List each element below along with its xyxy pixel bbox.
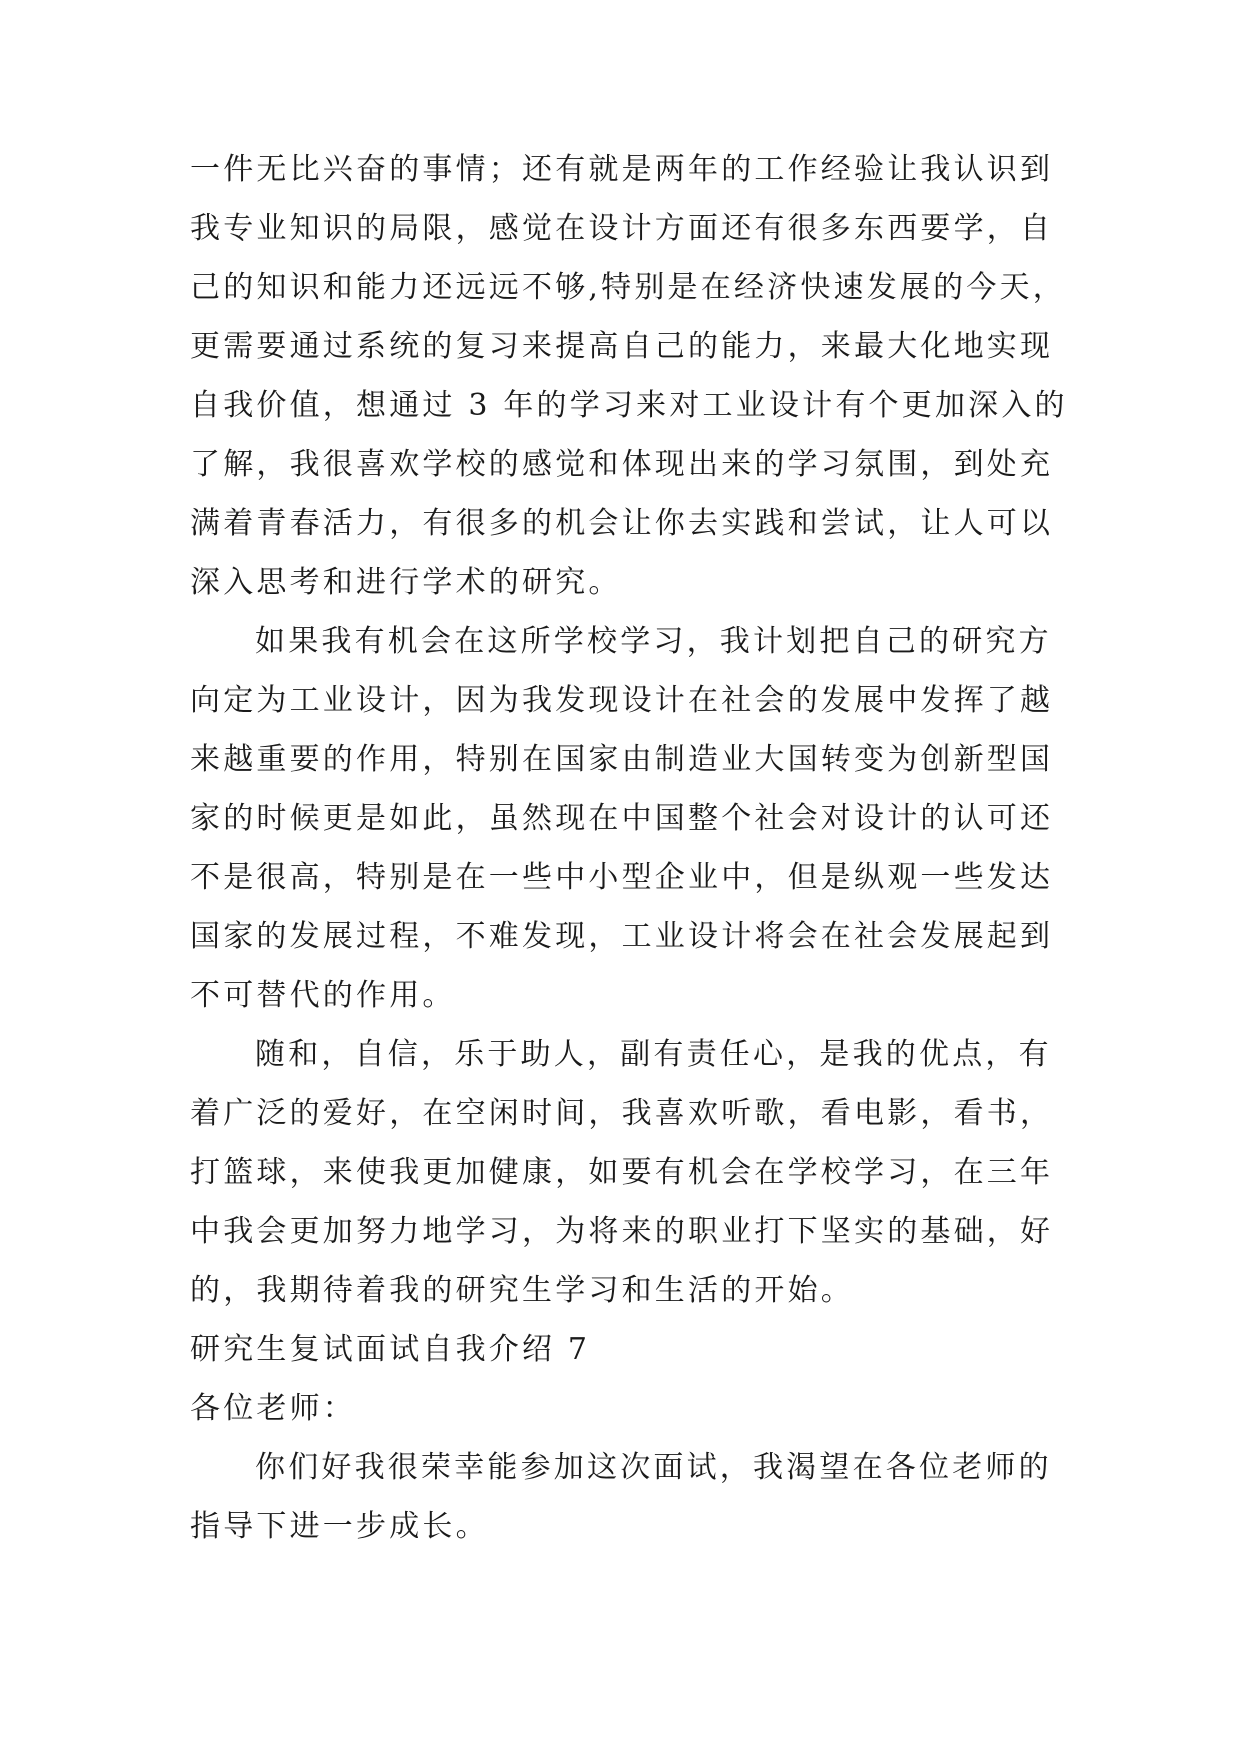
text-line: 一件无比兴奋的事情；还有就是两年的工作经验让我认识到 — [190, 152, 1054, 187]
text-line: 不是很高，特别是在一些中小型企业中，但是纵观一些发达 — [190, 860, 1054, 895]
text-line: 来越重要的作用，特别在国家由制造业大国转变为创新型国 — [190, 742, 1054, 777]
text-line: 打篮球，来使我更加健康，如要有机会在学校学习，在三年 — [190, 1155, 1054, 1190]
text-line: 着广泛的爱好，在空闲时间，我喜欢听歌，看电影，看书， — [190, 1096, 1054, 1131]
text-line: 了解，我很喜欢学校的感觉和体现出来的学习氛围，到处充 — [190, 447, 1054, 482]
text-line: 满着青春活力，有很多的机会让你去实践和尝试，让人可以 — [190, 506, 1054, 541]
text-line: 家的时候更是如此，虽然现在中国整个社会对设计的认可还 — [190, 801, 1054, 836]
text-line: 指导下进一步成长。 — [190, 1509, 489, 1544]
section-heading: 研究生复试面试自我介绍 7 — [190, 1332, 591, 1367]
text-line: 深入思考和进行学术的研究。 — [190, 565, 622, 600]
text-line: 的，我期待着我的研究生学习和生活的开始。 — [190, 1273, 854, 1308]
text-line: 国家的发展过程，不难发现，工业设计将会在社会发展起到 — [190, 919, 1054, 954]
text-line: 不可替代的作用。 — [190, 978, 456, 1013]
text-line: 更需要通过系统的复习来提高自己的能力，来最大化地实现 — [190, 329, 1054, 364]
text-line: 向定为工业设计，因为我发现设计在社会的发展中发挥了越 — [190, 683, 1054, 718]
text-line: 中我会更加努力地学习，为将来的职业打下坚实的基础，好 — [190, 1214, 1054, 1249]
text-line: 我专业知识的局限，感觉在设计方面还有很多东西要学，自 — [190, 211, 1054, 246]
paragraph-start-line: 你们好我很荣幸能参加这次面试，我渴望在各位老师的 — [255, 1450, 1052, 1485]
paragraph-start-line: 如果我有机会在这所学校学习，我计划把自己的研究方 — [255, 624, 1052, 659]
paragraph-start-line: 随和，自信，乐于助人，副有责任心，是我的优点，有 — [255, 1037, 1052, 1072]
text-line: 己的知识和能力还远远不够,特别是在经济快速发展的今天， — [190, 270, 1066, 305]
salutation: 各位老师： — [190, 1391, 356, 1426]
text-line: 自我价值，想通过 3 年的学习来对工业设计有个更加深入的 — [190, 388, 1068, 423]
